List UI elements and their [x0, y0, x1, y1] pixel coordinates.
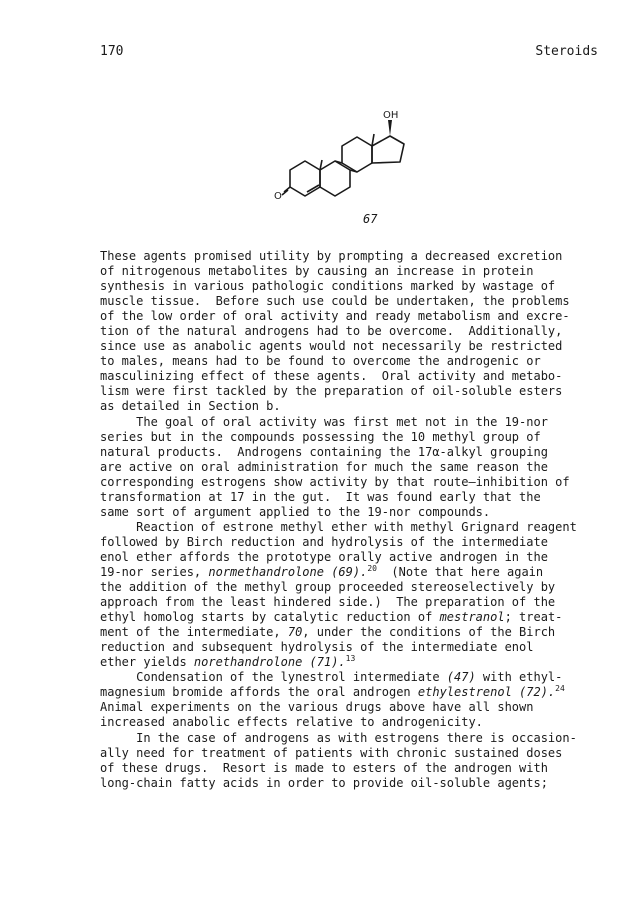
hydroxyl-label: OH	[383, 110, 399, 121]
compound-name-normethandrolone: normethandrolone (69).	[208, 564, 368, 579]
text-line: enol ether affords the prototype orally active androgen in the	[100, 549, 548, 564]
reference-superscript: 24	[555, 684, 565, 694]
page-header	[100, 44, 598, 64]
paragraph-1	[100, 249, 600, 415]
text-line: of nitrogenous metabolites by causing an increase in protein	[100, 264, 534, 279]
text-line: since use as anabolic agents would not necessarily be restricted	[100, 339, 563, 354]
text-line: , under the conditions of the Birch	[302, 625, 556, 640]
text-line: increased anabolic effects relative to androgenicity.	[100, 715, 483, 730]
reference-superscript: 13	[345, 654, 356, 664]
text-line: ethyl homolog starts by catalytic reduction of	[100, 610, 440, 625]
text-line: These agents promised utility by prompting a decreased excretion	[100, 249, 563, 263]
text-line: magnesium bromide affords the oral androgen	[100, 685, 418, 700]
text-line: tion of the natural androgens had to be overcome. Additionally,	[100, 324, 563, 339]
text-line: with ethyl-	[475, 670, 563, 685]
paragraph-5	[100, 731, 600, 791]
reference-superscript: 20	[367, 563, 377, 573]
compound-name-ethylestrenol: ethylestrenol (72).	[417, 685, 556, 700]
text-line: ment of the intermediate,	[100, 625, 288, 640]
running-title: Steroids	[535, 44, 598, 59]
ring-a	[290, 161, 320, 196]
paragraph-2	[100, 415, 600, 520]
text-line: reduction and subsequent hydrolysis of the intermediate enol	[100, 640, 534, 655]
compound-number-70: 70	[287, 625, 303, 640]
text-line: In the case of androgens as with estrogens there is occasion-	[100, 730, 577, 745]
ring-b	[320, 161, 350, 196]
text-line: Animal experiments on the various drugs above have all shown	[100, 700, 534, 715]
text-line: long-chain fatty acids in order to provide oil-soluble agents;	[100, 775, 548, 790]
text-line: (Note that here again	[376, 564, 544, 579]
text-line: 19-nor series,	[100, 564, 209, 579]
text-line: to males, means had to be found to overcome the androgenic or	[100, 354, 541, 369]
text-line: as detailed in Section b.	[100, 399, 281, 414]
paragraph-4	[100, 670, 600, 730]
text-line: series but in the compounds possessing the 10 methyl group of	[100, 429, 541, 444]
text-line: ether yields	[100, 655, 194, 670]
text-line: same sort of argument applied to the 19-nor compounds.	[100, 504, 491, 519]
oh-wedge	[388, 120, 392, 136]
text-line: the addition of the methyl group proceeded stereoselectively by	[100, 580, 556, 595]
text-line: are active on oral administration for much the same reason the	[100, 459, 548, 474]
steroid-structure-diagram	[272, 104, 432, 234]
text-line: ally need for treatment of patients with chronic sustained doses	[100, 745, 563, 760]
compound-name-norethandrolone: norethandrolone (71).	[193, 655, 346, 670]
text-line: muscle tissue. Before such use could be undertaken, the problems	[100, 294, 570, 309]
text-line: of the low order of oral activity and ready metabolism and excre-	[100, 309, 570, 324]
text-line: lism were first tackled by the preparation of oil-soluble esters	[100, 384, 563, 399]
text-line: ; treat-	[504, 610, 563, 625]
compound-number-47: (47)	[446, 670, 476, 685]
text-line: approach from the least hindered side.) The preparation of the	[100, 595, 556, 610]
body-text	[100, 249, 600, 791]
text-line: corresponding estrogens show activity by that route—inhibition of	[100, 474, 570, 489]
ring-c	[342, 137, 372, 172]
carbonyl-oxygen-label: O	[274, 191, 282, 202]
ring-d	[372, 136, 404, 163]
text-line: synthesis in various pathologic conditions marked by wastage of	[100, 279, 556, 294]
text-line: followed by Birch reduction and hydrolysis of the intermediate	[100, 534, 548, 549]
text-line: of these drugs. Resort is made to esters of the androgen with	[100, 760, 548, 775]
compound-name-mestranol: mestranol	[439, 610, 505, 625]
page-number: 170	[100, 44, 124, 59]
text-line: masculinizing effect of these agents. Oral activity and metabo-	[100, 369, 563, 384]
text-line: The goal of oral activity was first met not in the 19-nor	[100, 414, 548, 429]
text-line: natural products. Androgens containing the 17α-alkyl grouping	[100, 444, 548, 459]
text-line: Reaction of estrone methyl ether with methyl Grignard reagent	[100, 519, 577, 534]
text-line: Condensation of the lynestrol intermediate	[100, 670, 447, 685]
compound-number-label: 67	[363, 212, 378, 226]
paragraph-3	[100, 520, 600, 670]
text-line: transformation at 17 in the gut. It was found early that the	[100, 489, 541, 504]
